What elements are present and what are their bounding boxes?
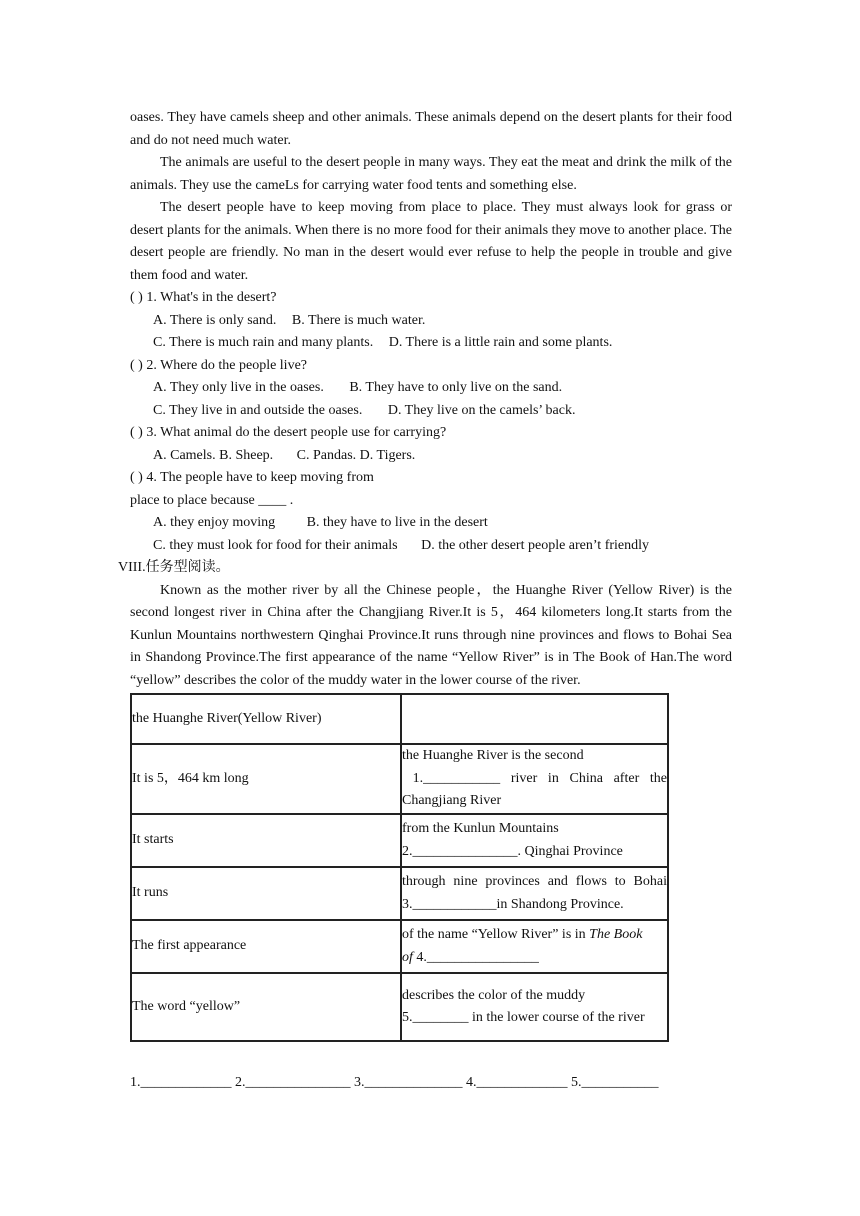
- table-row: [131, 973, 668, 1041]
- option: D. the other desert people aren’t friendly: [421, 537, 650, 553]
- cell-text: 4.________________: [412, 949, 539, 965]
- cell-line: describes the color of the muddy: [402, 987, 586, 1003]
- table-cell: It starts: [131, 814, 401, 867]
- book-title-continued: of: [402, 949, 413, 965]
- question-3: [130, 422, 732, 467]
- option: B. There is much water.: [291, 312, 426, 328]
- table-row: [131, 920, 668, 973]
- table-cell: [401, 744, 671, 814]
- question-stem: ( ) 3. What animal do the desert people use for carrying?: [130, 425, 447, 440]
- option: A. Camels. B. Sheep.: [153, 447, 274, 463]
- question-stem: ( ) 2. Where do the people live?: [130, 357, 308, 373]
- book-title: The Book: [589, 927, 643, 942]
- cell-line: the Huanghe River is the second: [402, 748, 584, 764]
- option: C. Pandas. D. Tigers.: [296, 447, 416, 463]
- question-stem: ( ) 4. The people have to keep moving from: [130, 470, 374, 485]
- table-row: [131, 814, 668, 867]
- option-row: [130, 310, 732, 333]
- table-cell: It runs: [131, 867, 401, 920]
- question-1: [130, 287, 732, 355]
- table-cell: [401, 973, 668, 1041]
- option: B. They have to only live on the sand.: [349, 380, 563, 395]
- option: C. they must look for food for their animals: [153, 537, 398, 553]
- section-passage: Known as the mother river by all the Chinese people，the Huanghe River (Yellow River) is the second longest river in China after the Changjiang River.It is 5，464 kilometers long.It starts from the Kunlun Mountains northwestern Qinghai Province.It runs through nine provinces and flows to Bohai Sea in Shandong Province.The first appearance of the name “Yellow River” is in The Book of Han.The word “yellow” describes the color of the muddy water in the lower course of the river.: [130, 582, 732, 688]
- passage-paragraph-1: oases. They have camels sheep and other animals. These animals depend on the desert plants for their food and do not need much water.: [130, 110, 732, 148]
- option-row: [130, 400, 732, 423]
- cell-text: of the name “Yellow River” is in: [402, 927, 590, 942]
- table-row: [131, 744, 668, 814]
- table-cell: [401, 867, 668, 920]
- cell-line: [402, 947, 667, 970]
- task-table: [130, 693, 669, 1042]
- cell-line: 3.____________in Shandong Province.: [402, 896, 624, 912]
- table-cell: the Huanghe River(Yellow River): [131, 694, 401, 744]
- cell-line: 2._______________. Qinghai Province: [402, 843, 623, 859]
- option: D. There is a little rain and some plants.: [388, 335, 613, 350]
- table-row: [131, 694, 668, 744]
- passage-paragraph-3: The desert people have to keep moving from place to place. They must always look for grass or desert plants for the animals. When there is no more food for their animals they move to another place. The desert people are friendly. No man in the desert would ever refuse to help the people in trouble and give them food and water.: [130, 200, 732, 283]
- option-row: [130, 332, 732, 355]
- option-row: [130, 535, 732, 558]
- option: C. There is much rain and many plants.: [153, 335, 374, 350]
- option-row: [130, 445, 732, 468]
- cell-line: 5.________ in the lower course of the river: [402, 1010, 645, 1025]
- passage-paragraph-2: The animals are useful to the desert people in many ways. They eat the meat and drink the milk of the animals. They use the cameLs for carrying water food tents and something else.: [130, 155, 732, 193]
- option: D. They live on the camels’ back.: [387, 402, 576, 418]
- document-page: [118, 107, 732, 1094]
- table-cell: [401, 814, 668, 867]
- table-cell: [401, 694, 668, 744]
- table-cell: [401, 920, 668, 973]
- table-cell: The first appearance: [131, 920, 401, 973]
- question-stem-continued: place to place because ____ .: [130, 492, 294, 508]
- option: A. they enjoy moving: [153, 515, 276, 530]
- table-cell: It is 5，464 km long: [131, 744, 401, 814]
- question-stem: ( ) 1. What's in the desert?: [130, 290, 277, 305]
- option: A. There is only sand.: [153, 312, 277, 328]
- cell-line: 1.___________ river in China after the Changjiang River: [402, 770, 671, 809]
- cell-line: through nine provinces and flows to Bohai: [402, 874, 667, 889]
- option-row: [130, 512, 732, 535]
- cell-line: [402, 924, 667, 947]
- cell-line: from the Kunlun Mountains: [402, 821, 559, 836]
- section-heading: VIII.任务型阅读。: [118, 560, 230, 575]
- question-4: [130, 467, 732, 557]
- option-row: [130, 377, 732, 400]
- option: B. they have to live in the desert: [306, 515, 488, 530]
- answer-line: 1._____________ 2._______________ 3.______________ 4._____________ 5.___________: [130, 1075, 659, 1090]
- table-cell: The word “yellow”: [131, 973, 401, 1041]
- table-row: [131, 867, 668, 920]
- option: C. They live in and outside the oases.: [153, 402, 363, 418]
- question-2: [130, 355, 732, 423]
- option: A. They only live in the oases.: [153, 380, 324, 395]
